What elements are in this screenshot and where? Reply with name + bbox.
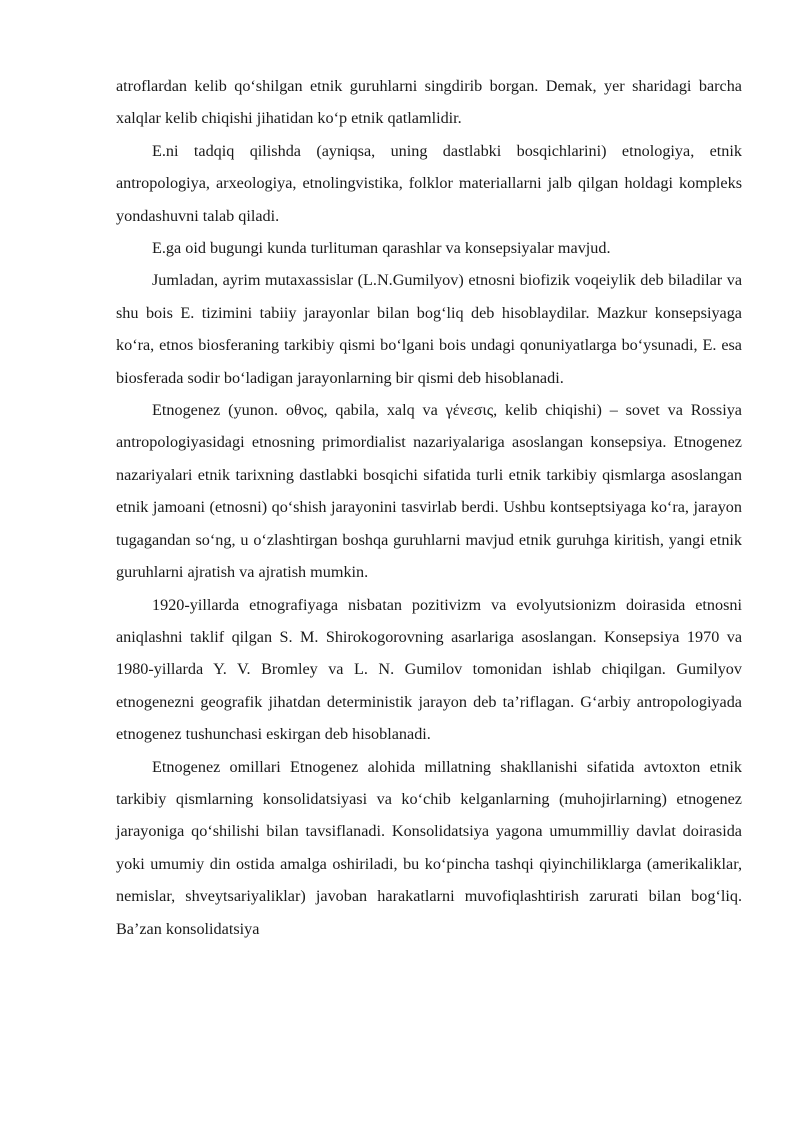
paragraph-concepts-intro: E.ga oid bugungi kunda turlituman qarashlar va konsepsiyalar mavjud. [152,239,611,258]
paragraph-continuation: atroflardan kelib qoʻshilgan etnik guruhlarni singdirib borgan. Demak, yer sharidagi barcha xalqlar kelib chiqishi jihatidan koʻp etnik qatlamlidir. [116,77,742,128]
paragraph-gumilyov-concept: Jumladan, ayrim mutaxassislar (L.N.Gumilyov) etnosni biofizik voqeiylik deb biladilar va shu bois E. tizimini tabiiy jarayonlar bilan bogʻliq deb hisoblaydilar. Mazkur konsepsiyaga koʻra, etnos biosferaning tarkibiy qismi boʻlgani bois undagi qonuniyatlarga boʻysunadi, E. esa biosferada sodir boʻladigan jarayonlarning bir qismi deb hisoblanadi. [116,271,742,387]
paragraph-research-approach: E.ni tadqiq qilishda (ayniqsa, uning dastlabki bosqichlarini) etnologiya, etnik antropologiya, arxeologiya, etnolingvistika, folklor materiallarni jalb qilgan holdagi kompleks yondashuvni talab qiladi. [116,141,742,225]
paragraph-1920s-history: 1920-yillarda etnografiyaga nisbatan pozitivizm va evolyutsionizm doirasida etnosni aniqlashni taklif qilgan S. M. Shirokogorovning asarlariga asoslangan. Konsepsiya 1970 va 1980-yillarda Y. V. Bromley va L. N. Gumilov tomonidan ishlab chiqilgan. Gumilyov etnogenezni geografik jihatdan deterministik jarayon deb taʼriflagan. Gʻarbiy antropologiyada etnogenez tushunchasi eskirgan deb hisoblanadi. [116,595,742,744]
paragraph-etnogenez-factors: Etnogenez omillari Etnogenez alohida millatning shakllanishi sifatida avtoxton etnik tarkibiy qismlarning konsolidatsiyasi va koʻchib kelganlarning (muhojirlarning) etnogenez jarayoniga qoʻshilishi bilan tavsiflanadi. Konsolidatsiya yagona umummilliy davlat doirasida yoki umumiy din ostida amalga oshiriladi, bu koʻpincha tashqi qiyinchiliklarga (amerikaliklar, nemislar, shveytsariyaliklar) javoban harakatlarni muvofiqlashtirish zarurati bilan bogʻliq. Baʼzan konsolidatsiya [116,757,742,938]
paragraph-etnogenez-definition: Etnogenez (yunon. οθνος, qabila, xalq va γένεσις, kelib chiqishi) – sovet va Rossiya antropologiyasidagi etnosning primordialist nazariyalariga asoslangan konsepsiya. Etnogenez nazariyalari etnik tarixning dastlabki bosqichi sifatida turli etnik tarkibiy qismlarga asoslangan etnik jamoani (etnosni) qoʻshish jarayonini tasvirlab berdi. Ushbu kontseptsiyaga koʻra, jarayon tugagandan soʻng, u oʻzlashtirgan boshqa guruhlarni mavjud etnik guruhga kiritish, yangi etnik guruhlarni ajratish va ajratish mumkin. [116,401,742,582]
document-page [116,70,742,945]
